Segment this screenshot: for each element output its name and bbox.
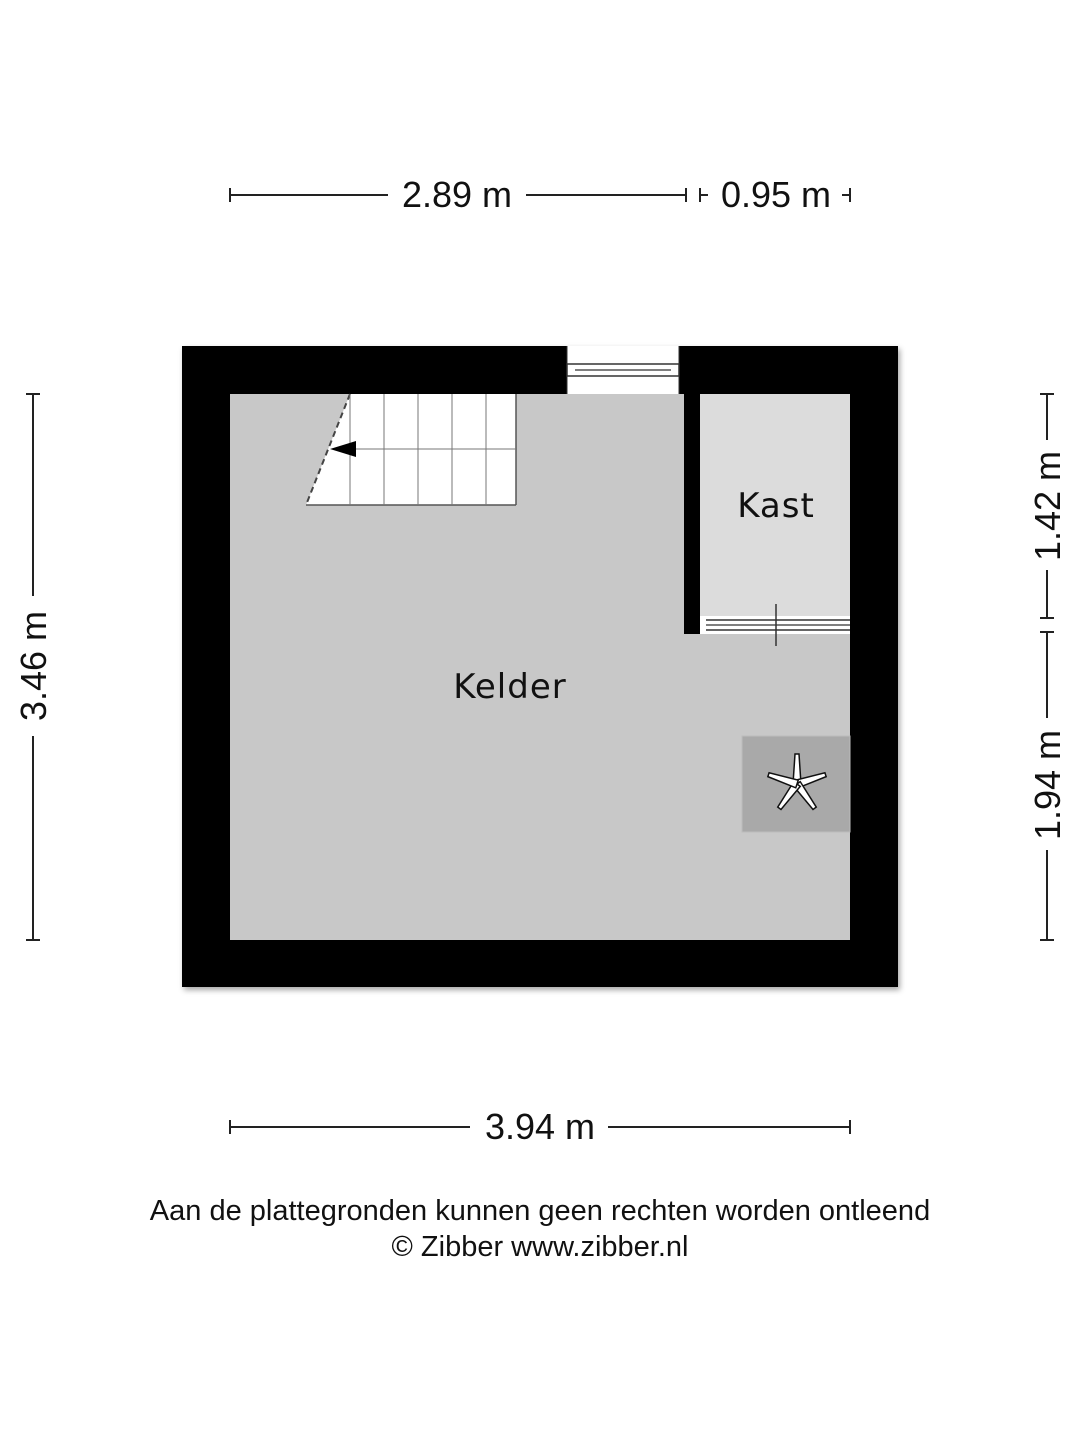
- dimension-top: [230, 174, 850, 215]
- dimension-right-lower-label: 1.94 m: [1027, 729, 1068, 841]
- dimension-left-label: 3.46 m: [13, 610, 54, 722]
- boiler-unit: [742, 736, 850, 832]
- footer-disclaimer: Aan de plattegronden kunnen geen rechten worden ontleend: [149, 1195, 931, 1227]
- dimension-bottom-label: 3.94 m: [484, 1106, 596, 1147]
- dimension-top-left-label: 2.89 m: [401, 174, 513, 215]
- footer-credit: © Zibber www.zibber.nl: [391, 1231, 689, 1263]
- window-top: [567, 346, 679, 394]
- closet-wall-left: [684, 394, 700, 634]
- dimension-bottom: [230, 1106, 850, 1147]
- dimension-right-upper-label: 1.42 m: [1027, 450, 1068, 562]
- dimension-top-right-label: 0.95 m: [720, 174, 832, 215]
- room-label-kelder: Kelder: [453, 667, 567, 707]
- dimension-right: [1027, 394, 1068, 940]
- room-label-kast: Kast: [737, 486, 815, 526]
- dimension-left: [13, 394, 54, 940]
